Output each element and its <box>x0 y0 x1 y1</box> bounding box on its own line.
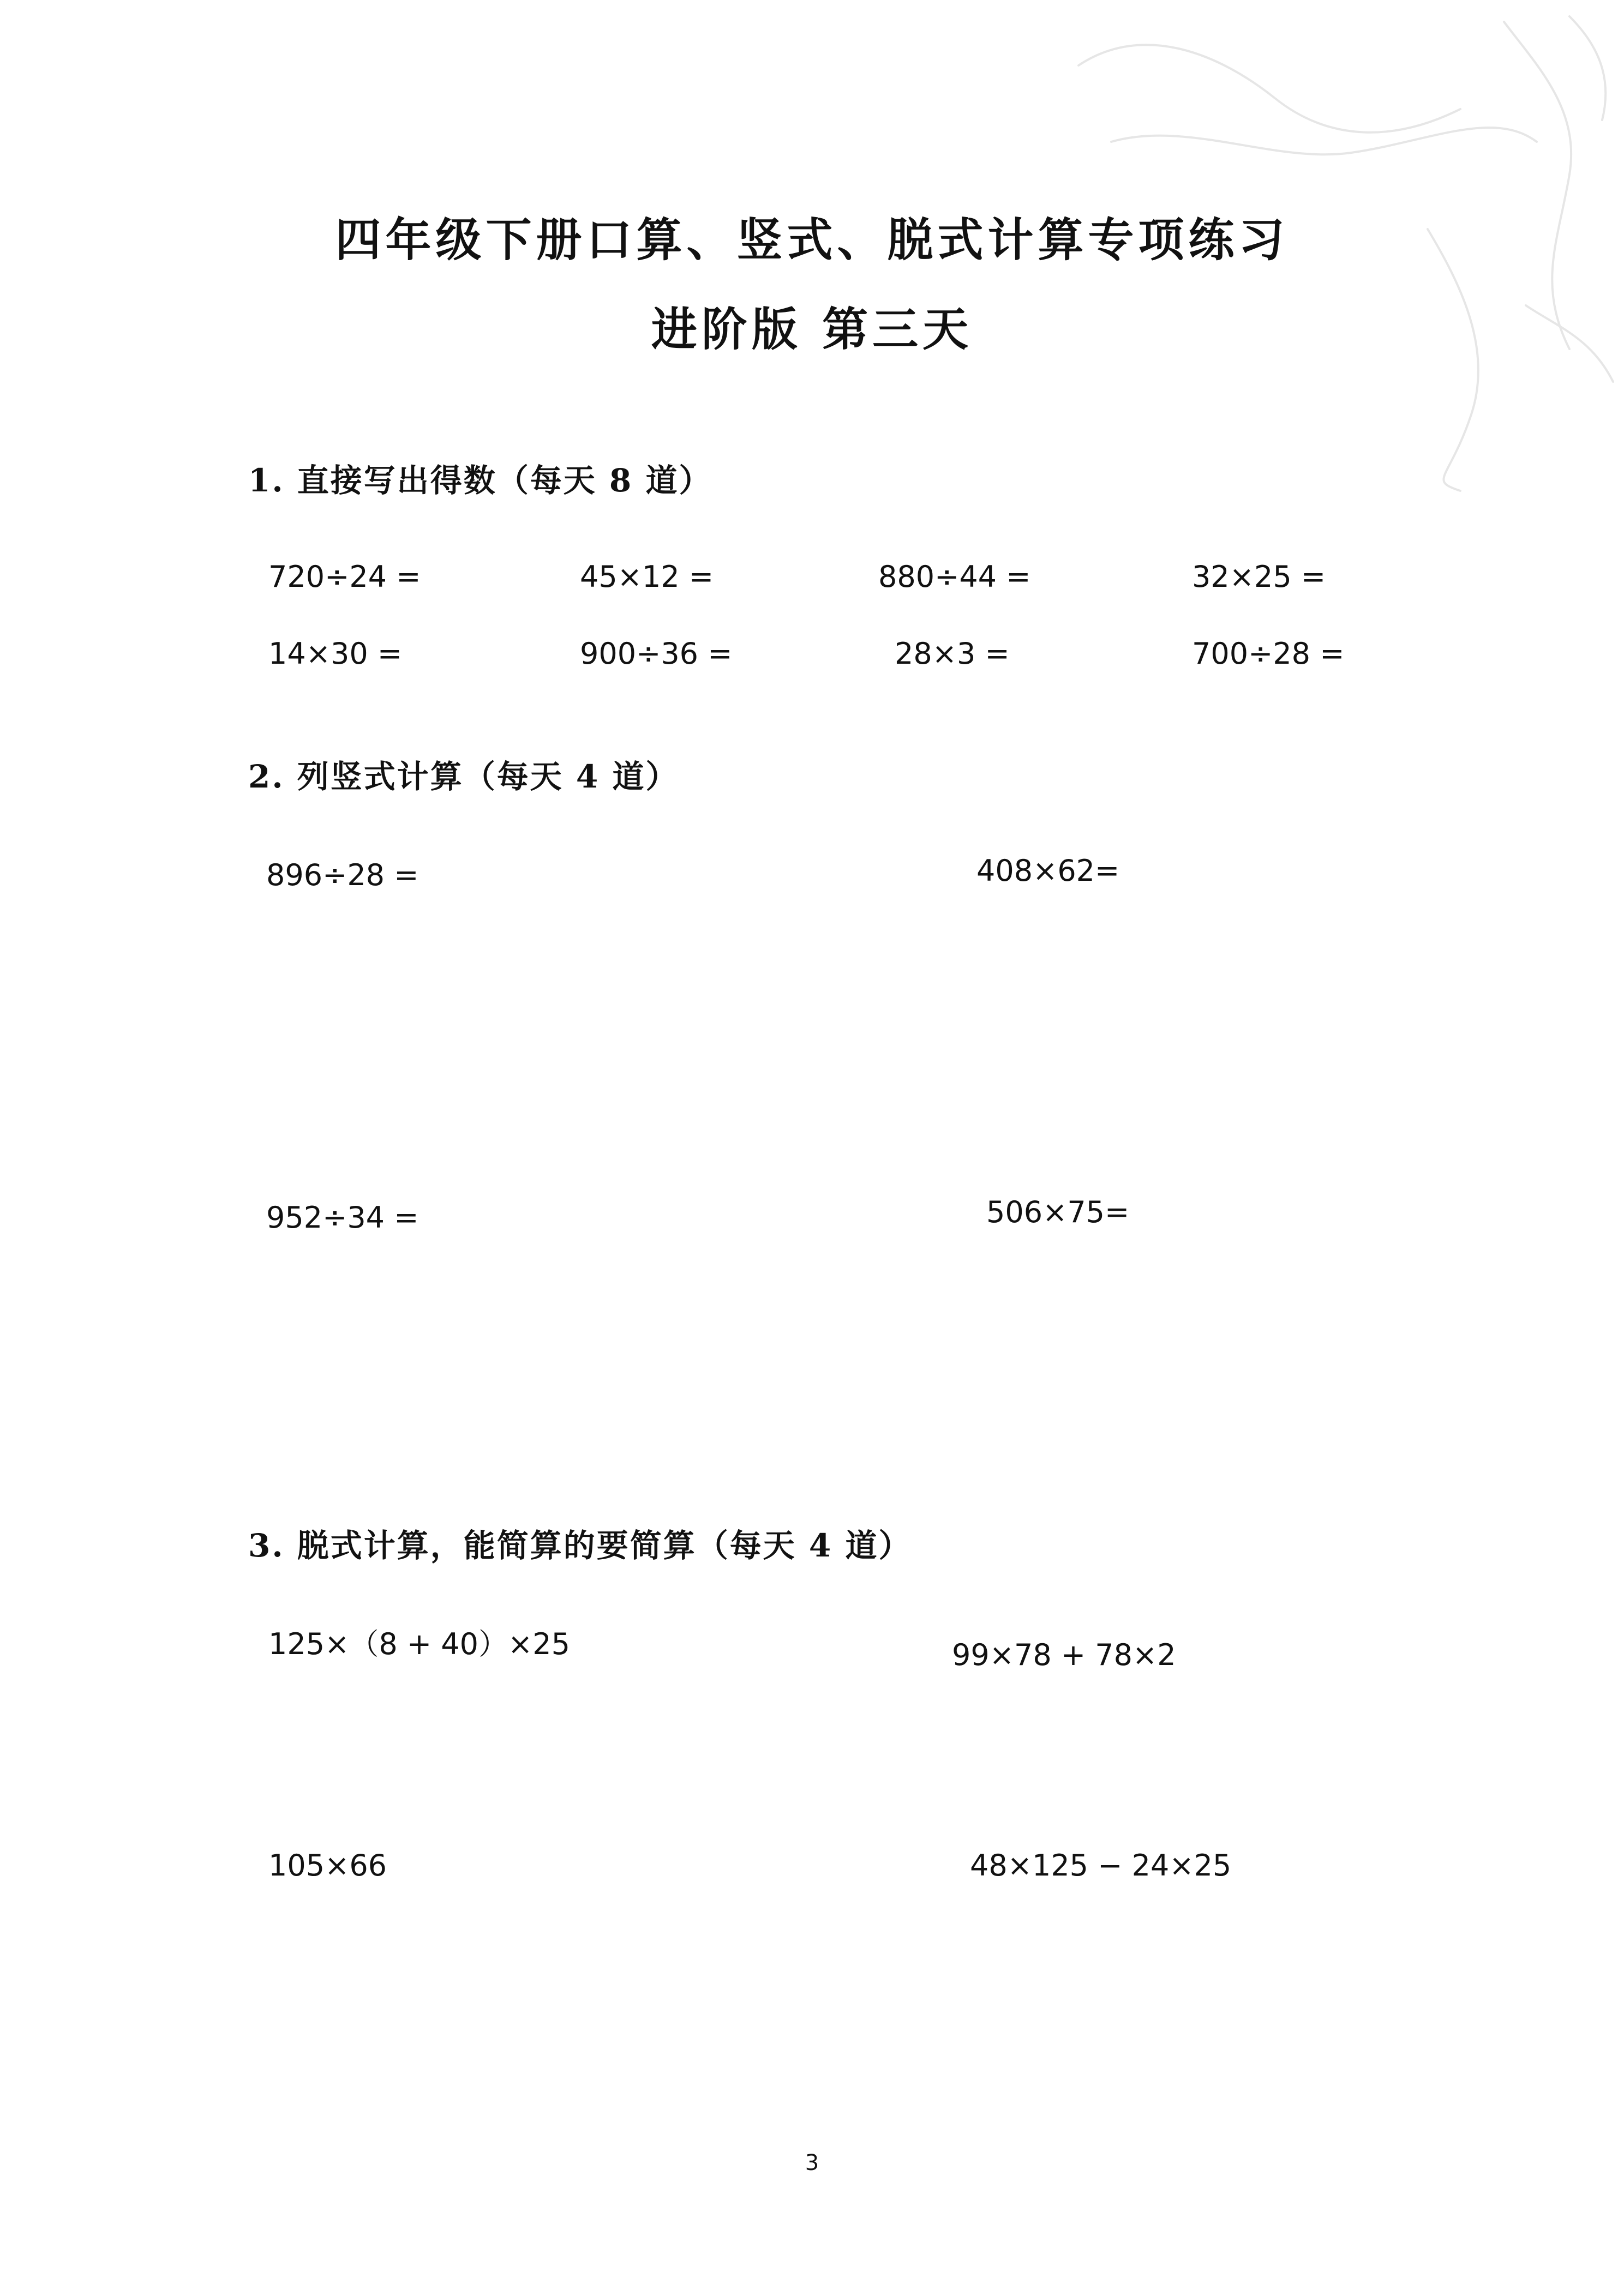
oral-problem: 45×12 = <box>580 560 714 594</box>
step-problem: 99×78 + 78×2 <box>952 1638 1176 1672</box>
page-title: 四年级下册口算、竖式、脱式计算专项练习 <box>335 213 1289 267</box>
oral-problem: 720÷24 = <box>268 560 421 594</box>
vertical-problem: 408×62= <box>976 854 1120 888</box>
step-problem: 125×（8 + 40）×25 <box>268 1627 570 1661</box>
page-subtitle: 进阶版 第三天 <box>651 302 973 356</box>
step-problem: 105×66 <box>268 1848 387 1883</box>
vertical-problem: 952÷34 = <box>266 1200 419 1235</box>
step-problem: 48×125 − 24×25 <box>970 1848 1232 1883</box>
section1-heading: 1. 直接写出得数（每天 8 道） <box>248 462 712 499</box>
oral-problem: 900÷36 = <box>580 636 733 671</box>
vertical-problem: 896÷28 = <box>266 858 419 892</box>
section3-heading: 3. 脱式计算，能简算的要简算（每天 4 道） <box>248 1527 912 1564</box>
page-number: 3 <box>805 2150 819 2175</box>
oral-problem: 880÷44 = <box>878 560 1031 594</box>
oral-problem: 700÷28 = <box>1192 636 1345 671</box>
vertical-problem: 506×75= <box>986 1195 1130 1229</box>
oral-problem: 32×25 = <box>1192 560 1326 594</box>
oral-problem: 28×3 = <box>895 636 1010 671</box>
oral-problem: 14×30 = <box>268 636 403 671</box>
section2-heading: 2. 列竖式计算（每天 4 道） <box>248 758 679 795</box>
